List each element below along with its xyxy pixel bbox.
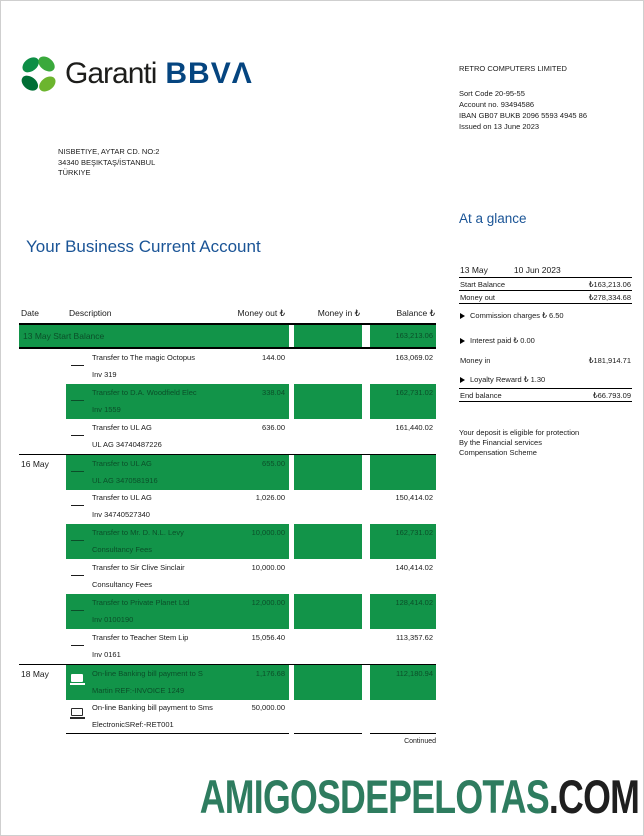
- start-balance-label: Start Balance: [460, 280, 506, 289]
- row-balance: 161,440.02: [395, 423, 433, 432]
- header-description: Description: [69, 308, 112, 318]
- transfer-dash-icon: [71, 400, 84, 401]
- watermark-dark-text: .COM: [548, 770, 639, 823]
- money-out-label: Money out: [460, 293, 496, 302]
- transaction-row: [19, 524, 436, 559]
- row-line2: Inv 1559: [92, 405, 121, 414]
- row-line2: Inv 0100190: [92, 615, 134, 624]
- row-line2: Inv 319: [92, 370, 117, 379]
- row-balance-cell: [370, 419, 436, 454]
- table-header-row: [19, 306, 436, 323]
- commission-charges-text: Commission charges ₺ 6.50: [470, 311, 564, 320]
- row-line1: Transfer to UL AG: [92, 459, 152, 468]
- row-balance-cell: [370, 629, 436, 664]
- row-balance: 140,414.02: [395, 563, 433, 572]
- row-line2: Consultancy Fees: [92, 545, 153, 554]
- iban: IBAN GB07 BUKB 2096 5593 4945 86: [459, 111, 588, 120]
- note-line: Compensation Scheme: [459, 448, 537, 457]
- start-row-block: [19, 325, 289, 347]
- row-description-cell: [66, 384, 289, 419]
- row-balance: 113,357.62: [396, 633, 433, 642]
- transaction-row: [19, 489, 436, 524]
- transaction-row: [19, 664, 436, 699]
- row-balance: 163,069.02: [395, 353, 433, 362]
- row-balance-cell: [370, 559, 436, 594]
- loyalty-reward-text: Loyalty Reward ₺ 1.30: [470, 375, 546, 384]
- end-balance-label: End balance: [460, 391, 502, 400]
- row-balance-cell: [370, 524, 436, 559]
- address-line: 34340 BEŞIKTAŞ/İSTANBUL: [58, 157, 156, 167]
- row-description-cell: [66, 489, 289, 524]
- start-row-block: [294, 325, 362, 347]
- start-row-balance: 163,213.06: [395, 331, 433, 340]
- row-money-out: 50,000.00: [251, 703, 285, 712]
- note-line: By the Financial services: [459, 438, 542, 447]
- period-start: 13 May: [460, 265, 488, 275]
- start-row-label: 13 May Start Balance: [23, 331, 105, 341]
- row-money-in-cell: [294, 629, 362, 664]
- transfer-dash-icon: [71, 471, 84, 472]
- row-balance-cell: [370, 594, 436, 629]
- commission-charges-row: [459, 310, 632, 321]
- row-line1: Transfer to The magic Octopus: [92, 353, 195, 362]
- row-date: [19, 629, 66, 664]
- triangle-bullet-icon: [460, 377, 465, 383]
- garanti-clover-icon: [19, 51, 59, 97]
- row-money-out: 338.04: [262, 388, 285, 397]
- transfer-dash-icon: [71, 505, 84, 506]
- row-description-cell: [66, 455, 289, 490]
- address-line: TÜRKIYE: [58, 168, 91, 177]
- header-date: Date: [21, 308, 39, 318]
- row-line2: UL AG 3470581916: [92, 476, 158, 485]
- interest-paid-text: Interest paid ₺ 0.00: [470, 336, 535, 345]
- money-out-value: ₺278,334.68: [588, 293, 631, 302]
- account-number: Account no. 93494586: [459, 100, 535, 109]
- issued-date: Issued on 13 June 2023: [459, 122, 540, 131]
- row-money-out: 636.00: [262, 423, 285, 432]
- row-money-out: 15,056.40: [251, 633, 285, 642]
- row-money-out: 655.00: [262, 459, 285, 468]
- note-line: Your deposit is eligible for protection: [459, 428, 580, 437]
- row-balance: 150,414.02: [395, 493, 433, 502]
- transaction-row: [19, 594, 436, 629]
- header-money-in: Money in ₺: [317, 308, 360, 318]
- row-balance: 162,731.02: [395, 388, 433, 397]
- transfer-dash-icon: [71, 365, 84, 366]
- row-balance: 162,731.02: [395, 528, 433, 537]
- row-money-out: 12,000.00: [251, 598, 285, 607]
- row-line2: ElectronicSRef:-RET001: [92, 720, 174, 729]
- row-money-out: 1,176.68: [255, 669, 285, 678]
- row-date: [19, 349, 66, 384]
- row-balance-cell: [370, 455, 436, 490]
- row-description-cell: [66, 524, 289, 559]
- row-balance-cell: [370, 384, 436, 419]
- deposit-protection-note: [459, 428, 632, 458]
- row-line2: Inv 34740527340: [92, 510, 150, 519]
- triangle-bullet-icon: [460, 338, 465, 344]
- page-title: Your Business Current Account: [26, 237, 261, 256]
- row-money-out: 10,000.00: [251, 563, 285, 572]
- row-money-in-cell: [294, 489, 362, 524]
- row-date: [19, 559, 66, 594]
- start-balance-row: [459, 278, 632, 291]
- continued-label: Continued: [404, 738, 436, 745]
- end-balance-value: ₺66.793.09: [592, 391, 631, 400]
- row-money-in-cell: [294, 349, 362, 384]
- row-money-in-cell: [294, 559, 362, 594]
- transaction-row: [19, 349, 436, 384]
- logo-garanti-wordmark: Garanti: [65, 57, 157, 90]
- transfer-dash-icon: [71, 575, 84, 576]
- money-in-row: [459, 354, 632, 366]
- row-balance-cell: [370, 665, 436, 700]
- period-end: 10 Jun 2023: [513, 265, 561, 275]
- triangle-bullet-icon: [460, 313, 465, 319]
- row-date: [19, 594, 66, 629]
- row-date: 16 May: [21, 459, 49, 469]
- row-balance-cell: [370, 699, 436, 734]
- logo-bbva-wordmark: BBVΛ: [165, 57, 253, 90]
- statement-period: [459, 264, 632, 278]
- row-money-out: 144.00: [262, 353, 285, 362]
- company-name: RETRO COMPUTERS LIMITED: [459, 64, 567, 73]
- header-money-out: Money out ₺: [237, 308, 285, 318]
- row-line1: Transfer to D.A. Woodfield Elec: [92, 388, 197, 397]
- row-date: [19, 489, 66, 524]
- row-description-cell: [66, 419, 289, 454]
- row-description-cell: [66, 594, 289, 629]
- interest-paid-row: [459, 335, 632, 346]
- row-line1: On-line Banking bill payment to Sms: [92, 703, 213, 712]
- start-balance-table-row: [19, 325, 436, 347]
- row-line1: Transfer to UL AG: [92, 493, 152, 502]
- row-description-cell: [66, 665, 289, 700]
- row-money-in-cell: [294, 524, 362, 559]
- money-in-label: Money in: [460, 356, 491, 365]
- header-balance: Balance ₺: [396, 308, 435, 318]
- transfer-dash-icon: [71, 435, 84, 436]
- transaction-row: [19, 384, 436, 419]
- start-row-block: [370, 325, 436, 347]
- row-date: 18 May: [21, 669, 49, 679]
- row-money-in-cell: [294, 384, 362, 419]
- garanti-bbva-logo: [19, 51, 253, 97]
- row-description-cell: [66, 349, 289, 384]
- row-money-in-cell: [294, 699, 362, 734]
- row-line2: Inv 0161: [92, 650, 121, 659]
- row-description-cell: [66, 699, 289, 734]
- end-balance-row: [459, 388, 632, 402]
- row-balance-cell: [370, 489, 436, 524]
- sort-code: Sort Code 20-95-55: [459, 89, 525, 98]
- row-money-in-cell: [294, 594, 362, 629]
- address-line: NISBETIYE, AYTAR CD. NO:2: [58, 147, 160, 156]
- transaction-row: [19, 419, 436, 454]
- row-description-cell: [66, 629, 289, 664]
- at-a-glance-title: At a glance: [459, 211, 527, 226]
- row-date: [19, 419, 66, 454]
- row-line1: Transfer to Private Planet Ltd: [92, 598, 190, 607]
- online-banking-laptop-icon: [71, 674, 83, 682]
- transfer-dash-icon: [71, 610, 84, 611]
- row-line2: Martin REF:-INVOICE 1249: [92, 686, 185, 695]
- row-money-out: 10,000.00: [251, 528, 285, 537]
- row-balance: 128,414.02: [395, 598, 433, 607]
- transfer-dash-icon: [71, 540, 84, 541]
- row-line1: Transfer to Mr. D. N.L. Levy: [92, 528, 184, 537]
- mailing-address: [58, 147, 159, 179]
- row-line1: Transfer to UL AG: [92, 423, 152, 432]
- row-balance-cell: [370, 349, 436, 384]
- online-banking-laptop-icon: [71, 708, 83, 716]
- row-line2: Consultancy Fees: [92, 580, 153, 589]
- row-line1: On-line Banking bill payment to S: [92, 669, 203, 678]
- at-a-glance-panel: [459, 211, 632, 458]
- row-date: [19, 524, 66, 559]
- account-info-block: [459, 63, 587, 132]
- transfer-dash-icon: [71, 645, 84, 646]
- row-balance: 112,180.94: [396, 669, 433, 678]
- transaction-row: [19, 629, 436, 664]
- money-in-value: ₺181,914.71: [588, 356, 631, 365]
- loyalty-reward-row: [459, 374, 632, 385]
- row-money-out: 1,026.00: [255, 493, 285, 502]
- site-watermark: [200, 769, 639, 824]
- transaction-rows: [19, 349, 436, 734]
- transaction-row: [19, 454, 436, 489]
- transaction-row: [19, 699, 436, 734]
- transaction-table: [19, 306, 436, 736]
- transaction-row: [19, 559, 436, 594]
- row-money-in-cell: [294, 665, 362, 700]
- row-description-cell: [66, 559, 289, 594]
- row-money-in-cell: [294, 455, 362, 490]
- row-money-in-cell: [294, 419, 362, 454]
- row-date: [19, 699, 66, 734]
- row-line1: Transfer to Sir Clive Sinclair: [92, 563, 185, 572]
- start-balance-value: ₺163,213.06: [588, 280, 631, 289]
- row-date: [19, 384, 66, 419]
- money-out-row: [459, 291, 632, 304]
- row-line1: Transfer to Teacher Stem Lip: [92, 633, 189, 642]
- row-line2: UL AG 34740487226: [92, 440, 162, 449]
- watermark-green-text: AMIGOSDEPELOTAS: [199, 770, 549, 823]
